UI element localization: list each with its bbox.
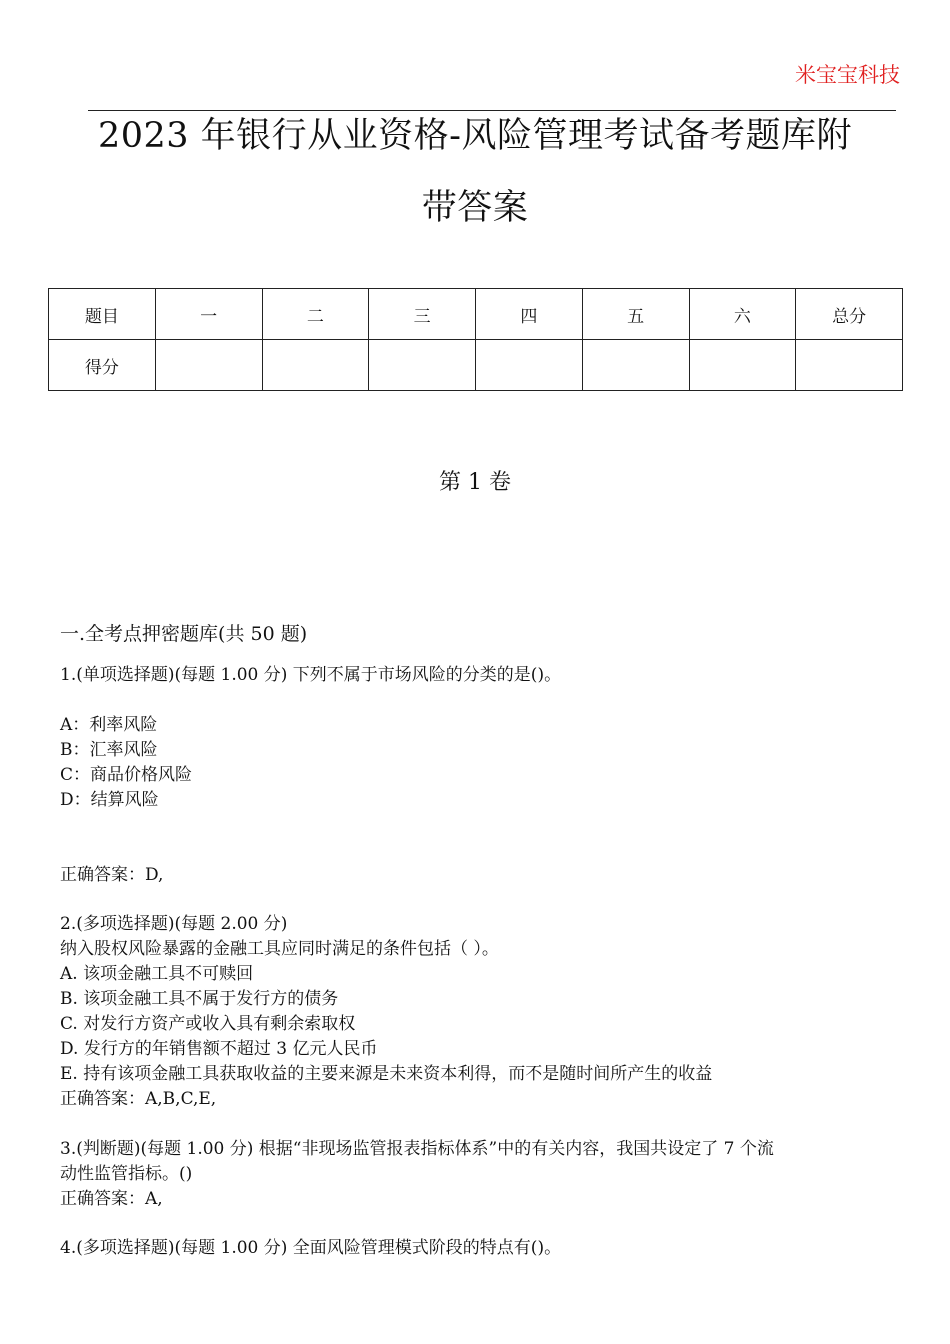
question-3-answer: 正确答案：A, [60,1189,163,1209]
score-header-cell: 五 [582,289,689,340]
score-header-cell: 四 [476,289,583,340]
section-heading: 一.全考点押密题库(共 50 题) [60,623,308,645]
score-header-cell: 总分 [796,289,903,340]
score-header-cell: 二 [262,289,369,340]
volume-heading: 第 1 卷 [439,470,511,495]
score-header-cell: 六 [689,289,796,340]
score-header-cell: 三 [369,289,476,340]
question-2-option-a: A. 该项金融工具不可赎回 [60,964,254,984]
question-4-stem: 4.(多项选择题)(每题 1.00 分) 全面风险管理模式阶段的特点有()。 [60,1238,562,1258]
brand-watermark: 米宝宝科技 [795,63,900,87]
question-2-option-d: D. 发行方的年销售额不超过 3 亿元人民币 [60,1039,378,1059]
score-cell [369,340,476,391]
score-cell [155,340,262,391]
question-1-option-c: C：商品价格风险 [60,765,193,785]
score-cell [689,340,796,391]
score-header-cell: 题目 [49,289,156,340]
question-2-stem-text: 纳入股权风险暴露的金融工具应同时满足的条件包括（ ）。 [60,939,499,959]
question-2-stem: 2.(多项选择题)(每题 2.00 分) [60,914,288,934]
question-3-stem: 3.(判断题)(每题 1.00 分) 根据“非现场监管报表指标体系”中的有关内容，我国共设定了 7 个流 [60,1139,774,1159]
question-2-option-c: C. 对发行方资产或收入具有剩余索取权 [60,1014,356,1034]
question-1-option-b: B：汇率风险 [60,740,158,760]
score-row-label: 得分 [49,340,156,391]
score-cell [796,340,903,391]
question-1-option-a: A：利率风险 [60,715,158,735]
header-rule [88,110,896,111]
score-header-cell: 一 [155,289,262,340]
question-1-option-d: D：结算风险 [60,790,159,810]
score-table [48,288,903,391]
score-cell [262,340,369,391]
question-1-answer: 正确答案：D, [60,865,164,885]
score-cell [582,340,689,391]
document-title-line-1: 2023 年银行从业资格-风险管理考试备考题库附 [97,116,853,156]
score-table-score-row [49,340,903,391]
question-2-option-e: E. 持有该项金融工具获取收益的主要来源是未来资本利得，而不是随时间所产生的收益 [60,1064,713,1084]
score-table-header-row [49,289,903,340]
score-cell [476,340,583,391]
question-2-option-b: B. 该项金融工具不属于发行方的债务 [60,989,339,1009]
question-1-stem: 1.(单项选择题)(每题 1.00 分) 下列不属于市场风险的分类的是()。 [60,665,562,685]
document-title-line-2: 带答案 [421,188,529,228]
question-3-stem-continued: 动性监管指标。() [60,1164,193,1184]
question-2-answer: 正确答案：A,B,C,E, [60,1089,217,1109]
